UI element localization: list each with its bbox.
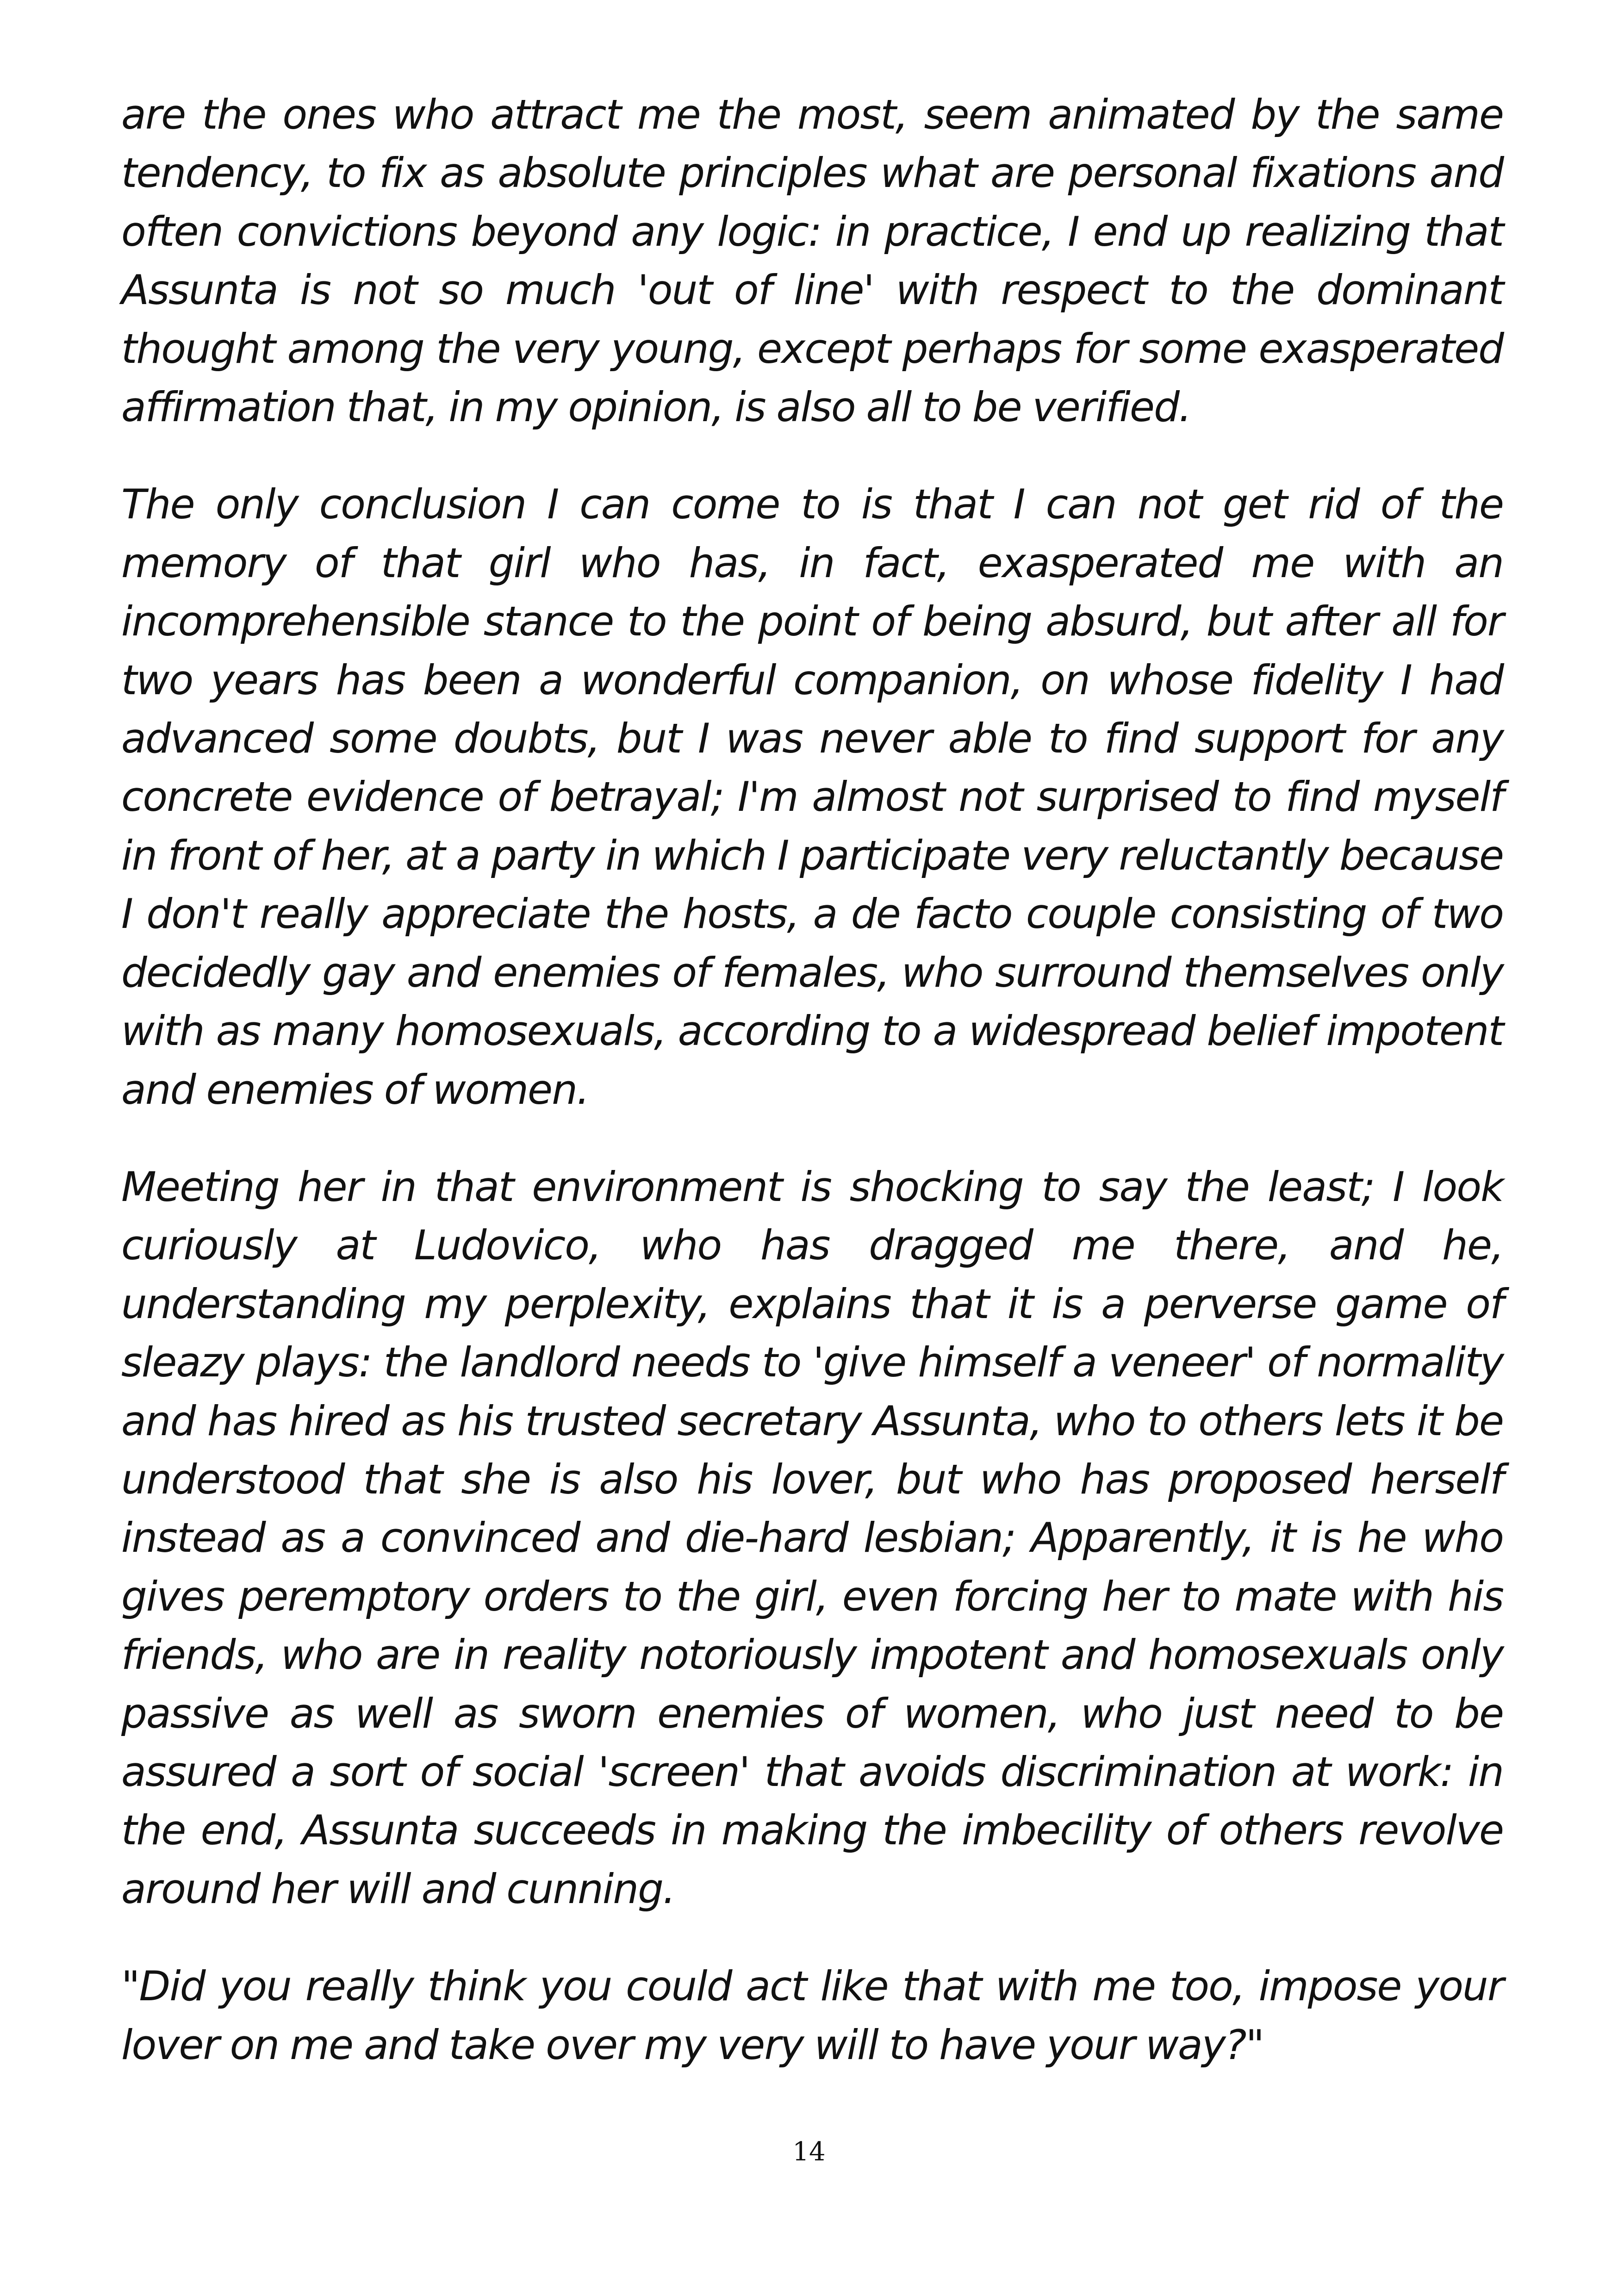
paragraph-2: The only conclusion I can come to is that I can not get rid of the memory of that girl who has, in fact, exasperated me with an incomprehensible stance to the point of being absurd, but after all for two years has been a wonderful companion, on whose fidelity I had advanced some doubts, but I was never able to find support for any concrete evidence of betrayal; I'm almost not surprised to find myself in front of her, at a party in which I participate very reluctantly because I don't really appreciate the hosts, a de facto couple consisting of two decidedly gay and enemies of females, who surround themselves only with as many homosexuals, according to a widespread belief impotent and enemies of women. — [121, 480, 1503, 1114]
paragraph-4: "Did you really think you could act like that with me too, impose your lover on me and take over my very will to have your way?" — [121, 1962, 1503, 2069]
paragraph-1: are the ones who attract me the most, seem animated by the same tendency, to fix as absolute principles what are personal fixations and often convictions beyond any logic: in practice, I end up realizing that Assunta is not so much 'out of line' with respect to the dominant thought among the very young, except perhaps for some exasperated affirmation that, in my opinion, is also all to be verified. — [121, 91, 1503, 431]
body-text — [121, 86, 1503, 2113]
paragraph-3: Meeting her in that environment is shocking to say the least; I look curiously at Ludovico, who has dragged me there, and he, understanding my perplexity, explains that it is a perverse game of sleazy plays: the landlord needs to 'give himself a veneer' of normality and has hired as his trusted secretary Assunta, who to others lets it be understood that she is also his lover, but who has proposed herself instead as a convinced and die-hard lesbian; Apparently, it is he who gives peremptory orders to the girl, even forcing her to mate with his friends, who are in reality notoriously impotent and homosexuals only passive as well as sworn enemies of women, who just need to be assured a sort of social 'screen' that avoids discrimination at work: in the end, Assunta succeeds in making the imbecility of others revolve around her will and cunning. — [121, 1163, 1503, 1913]
page-number: 14 — [792, 2137, 826, 2167]
